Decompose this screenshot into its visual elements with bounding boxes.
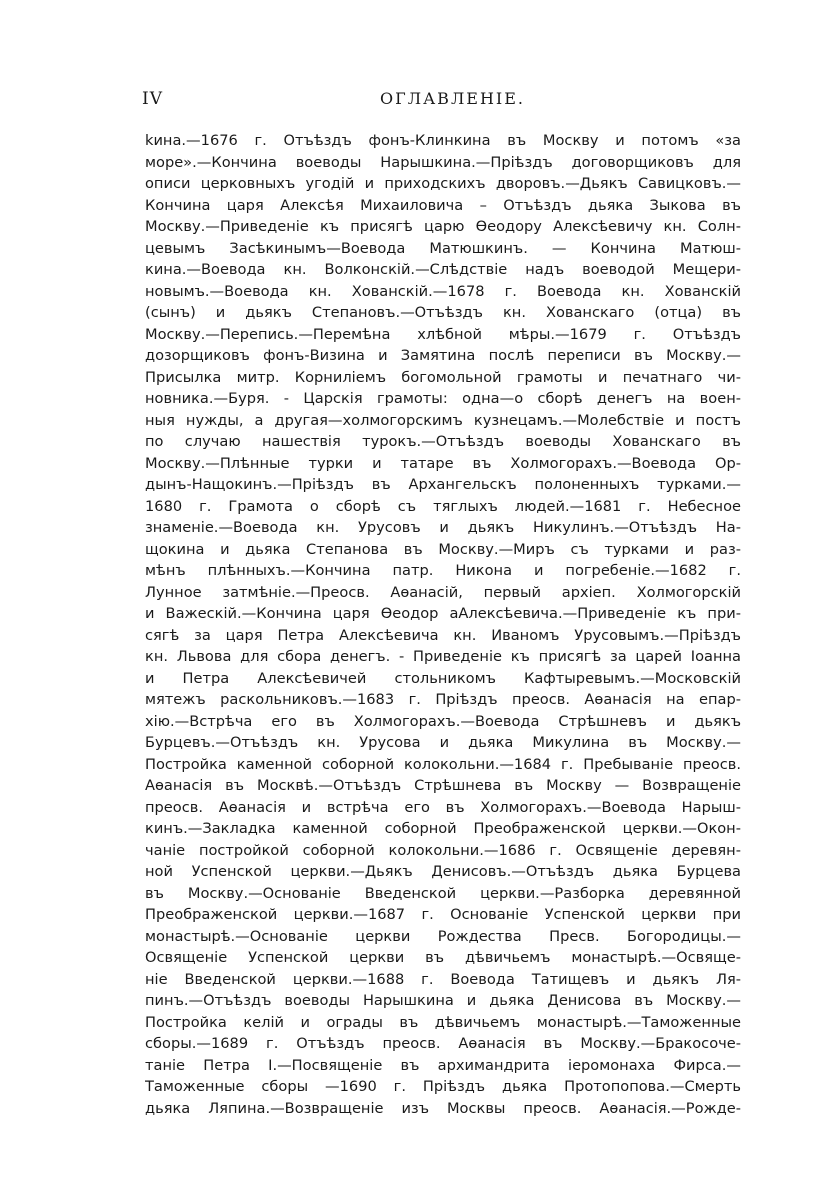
text-line: Бурцевъ.—Отъѣздъ кн. Урусова и дьяка Микулина въ Москву.— <box>145 734 741 751</box>
text-line: щокина и дьяка Степанова въ Москву.—Миръ съ турками и раз- <box>145 540 741 558</box>
text-line: дозорщиковъ фонъ-Визина и Замятина послѣ переписи въ Москву.— <box>145 347 741 364</box>
text-line: монастырѣ.—Основаніе церкви Рождества Пресв. Богородицы.— <box>145 927 741 945</box>
text-line: Москву.—Плѣнные турки и татаре въ Холмогорахъ.—Воевода Ор- <box>145 454 741 472</box>
text-line: Москву.—Приведеніе къ присягѣ царю Ѳеодору Алексѣевичу кн. Солн- <box>145 218 741 235</box>
text-line: кина.—Воевода кн. Волконскій.—Слѣдствіе надъ воеводой Мещери- <box>145 261 741 278</box>
text-line: Постройка каменной соборной колокольни.—1684 г. Пребываніе преосв. <box>145 755 741 773</box>
text-line: сборы.—1689 г. Отъѣздъ преосв. Аѳанасія въ Москву.—Бракосоче- <box>145 1035 741 1052</box>
text-line: таніе Петра I.—Посвященіе въ архимандрита іеромонаха Фирса.— <box>145 1056 741 1074</box>
text-line: дьяка Ляпина.—Возвращеніе изъ Москвы преосв. Аѳанасія.—Рожде- <box>145 1099 741 1117</box>
text-line: пинъ.—Отъѣздъ воеводы Нарышкина и дьяка Денисова въ Москву.— <box>145 992 741 1009</box>
text-line: чаніе постройкой соборной колокольни.—1686 г. Освященіе деревян- <box>145 841 741 859</box>
text-line: новника.—Буря. - Царскія грамоты: одна—о сборѣ денегъ на воен- <box>145 390 741 407</box>
text-line: Аѳанасія въ Москвѣ.—Отъѣздъ Стрѣшнева въ Москву — Возвращеніе <box>145 777 741 794</box>
text-line: новымъ.—Воевода кн. Хованскій.—1678 г. Воевода кн. Хованскій <box>145 282 741 300</box>
text-line: по случаю нашествія турокъ.—Отъѣздъ воеводы Хованскаго въ <box>145 433 741 450</box>
text-line: кн. Львова для сбора денегъ. - Приведеніе къ присягѣ за царей Іоанна <box>145 648 741 665</box>
text-line: мятежъ раскольниковъ.—1683 г. Пріѣздъ преосв. Аѳанасія на епар- <box>145 691 741 708</box>
text-line: въ Москву.—Основаніе Введенской церкви.—Разборка деревянной <box>145 884 741 902</box>
text-line: Преображенской церкви.—1687 г. Основаніе Успенской церкви при <box>145 906 741 923</box>
text-line: хію.—Встрѣча его въ Холмогорахъ.—Воевода Стрѣшневъ и дьякъ <box>145 712 741 730</box>
text-line: ной Успенской церкви.—Дьякъ Денисовъ.—Отъѣздъ дьяка Бурцева <box>145 863 741 880</box>
text-line: Постройка келій и ограды въ дѣвичьемъ монастырѣ.—Таможенные <box>145 1013 741 1031</box>
text-line: преосв. Аѳанасія и встрѣча его въ Холмогорахъ.—Воевода Нарыш- <box>145 798 741 816</box>
text-line: знаменіе.—Воевода кн. Урусовъ и дьякъ Никулинъ.—Отъѣздъ На- <box>145 519 741 536</box>
text-line: Присылка митр. Корнилiемъ богомольной грамоты и печатнаго чи- <box>145 368 741 386</box>
text-line: цевымъ Засѣкинымъ—Воевода Матюшкинъ. — Кончина Матюш- <box>145 239 741 257</box>
text-line: kина.—1676 г. Отъѣздъ фонъ-Клинкина въ Москву и потомъ «за <box>145 132 741 149</box>
text-line: Москву.—Перепись.—Перемѣна хлѣбной мѣры.—1679 г. Отъѣздъ <box>145 325 741 343</box>
text-line: (сынъ) и дьякъ Степановъ.—Отъѣздъ кн. Хованскаго (отца) въ <box>145 304 741 321</box>
text-line: сягѣ за царя Петра Алексѣевича кн. Иваномъ Урусовымъ.—Пріѣздъ <box>145 626 741 644</box>
text-line: мѣнъ плѣнныхъ.—Кончина патр. Никона и погребеніе.—1682 г. <box>145 562 741 579</box>
text-line: Освященіе Успенской церкви въ дѣвичьемъ монастырѣ.—Освяще- <box>145 949 741 966</box>
text-line: кинъ.—Закладка каменной соборной Преображенской церкви.—Окон- <box>145 820 741 837</box>
text-line: ніе Введенской церкви.—1688 г. Воевода Татищевъ и дьякъ Ля- <box>145 970 741 988</box>
text-line: Кончина царя Алексѣя Михаиловича – Отъѣздъ дьяка Зыкова въ <box>145 196 741 214</box>
page-number: IV <box>142 89 163 109</box>
text-line: Таможенные сборы —1690 г. Пріѣздъ дьяка Протопопова.—Смерть <box>145 1078 741 1095</box>
text-line: море».—Кончина воеводы Нарышкина.—Пріѣздъ договорщиковъ для <box>145 153 741 171</box>
text-line: 1680 г. Грамота о сборѣ съ тяглыхъ людей.—1681 г. Небесное <box>145 497 741 515</box>
text-line: Лунное затмѣніе.—Преосв. Аѳанасій, первый архіеп. Холмогорскій <box>145 583 741 601</box>
text-line: и Петра Алексѣевичей стольникомъ Кафтыревымъ.—Московскій <box>145 669 741 687</box>
text-line: ныя нужды, а другая—холмогорскимъ кузнецамъ.—Молебствіе и постъ <box>145 411 741 429</box>
text-line: описи церковныхъ угодій и приходскихъ дворовъ.—Дьякъ Савицковъ.— <box>145 175 741 192</box>
table-of-contents-text <box>145 130 741 1119</box>
text-line: и Важескій.—Кончина царя Ѳеодор аАлексѣевича.—Приведеніе къ при- <box>145 605 741 622</box>
running-head-title: ОГЛАВЛЕНІЕ. <box>380 89 526 108</box>
text-line: дынъ-Нащокинъ.—Пріѣздъ въ Архангельскъ полоненныхъ турками.— <box>145 476 741 493</box>
